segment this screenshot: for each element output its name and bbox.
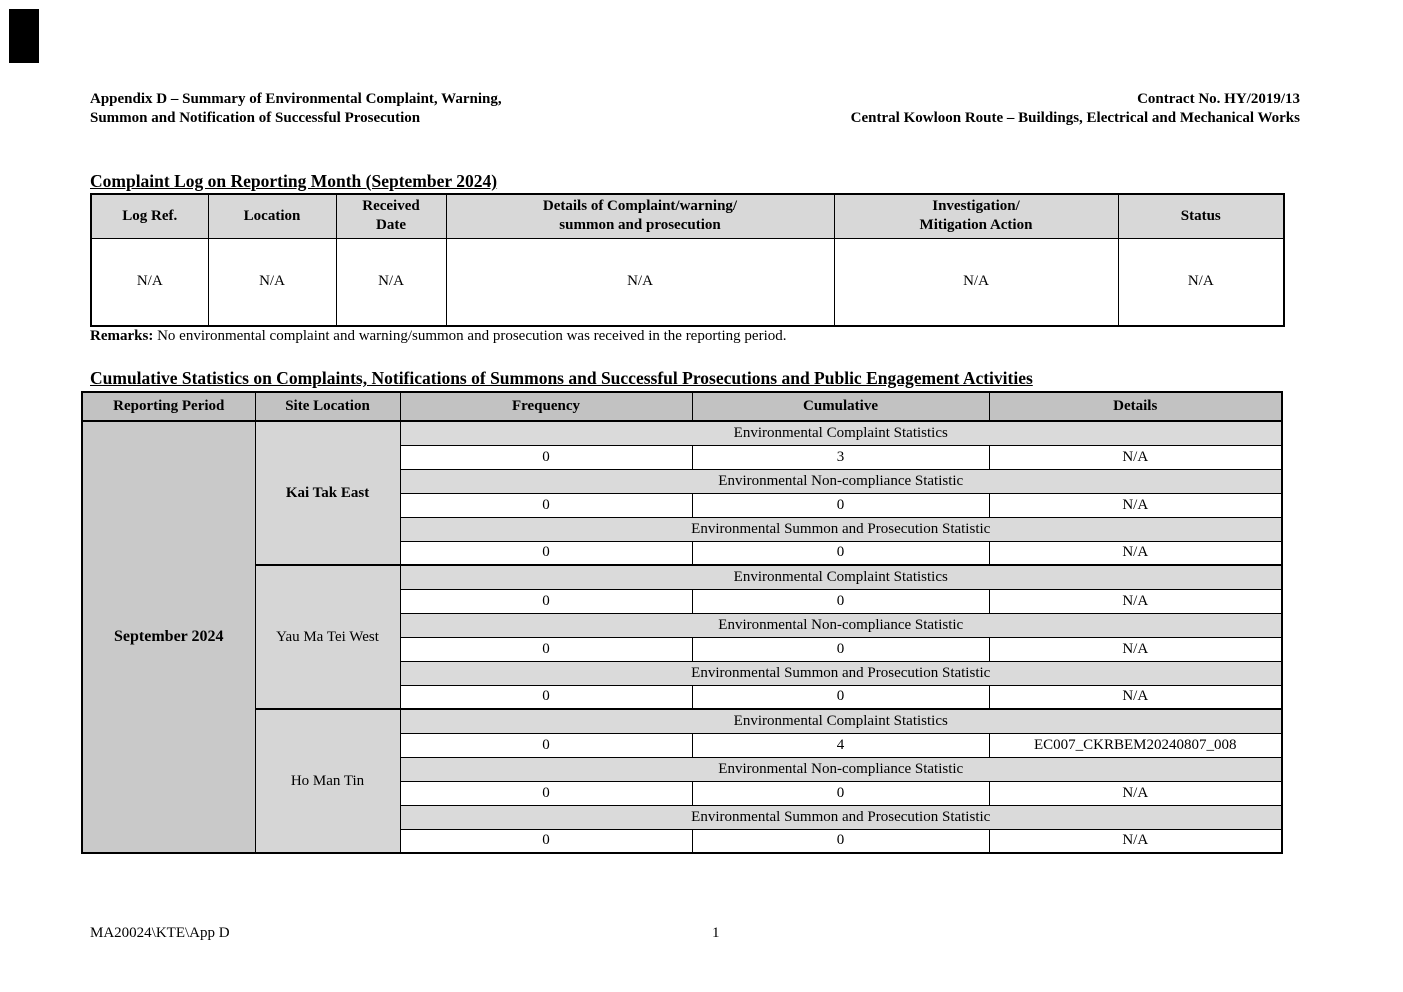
complaint-log-table <box>90 193 1285 327</box>
table-cell: N/A <box>336 238 446 326</box>
page-number: 1 <box>712 925 720 941</box>
table-cell: N/A <box>834 238 1118 326</box>
column-header-investigation: Investigation/ Mitigation Action <box>834 194 1118 238</box>
details-value: N/A <box>989 781 1282 805</box>
details-value: N/A <box>989 589 1282 613</box>
column-header-log-ref: Log Ref. <box>91 194 208 238</box>
scan-artifact-black-box <box>9 9 39 63</box>
section-title-row <box>82 709 1282 733</box>
section-label: Environmental Summon and Prosecution Statistic <box>400 805 1282 829</box>
section-title-row <box>82 565 1282 589</box>
cumulative-value: 0 <box>692 493 989 517</box>
table-cell: N/A <box>208 238 336 326</box>
cumulative-statistics-heading: Cumulative Statistics on Complaints, Notifications of Summons and Successful Prosecutions and Public Engagement Activities <box>90 368 1033 388</box>
cumulative-value: 0 <box>692 637 989 661</box>
details-value: N/A <box>989 685 1282 709</box>
details-value: N/A <box>989 541 1282 565</box>
section-label: Environmental Complaint Statistics <box>400 421 1282 445</box>
frequency-value: 0 <box>400 685 692 709</box>
details-value: N/A <box>989 829 1282 853</box>
frequency-value: 0 <box>400 733 692 757</box>
site-cell-kai-tak-east: Kai Tak East <box>255 421 400 565</box>
header-left-title: Appendix D – Summary of Environmental Complaint, Warning, Summon and Notification of Successful Prosecution <box>90 91 502 126</box>
column-header-details: Details of Complaint/warning/ summon and prosecution <box>446 194 834 238</box>
header-right-contract: Contract No. HY/2019/13 Central Kowloon Route – Buildings, Electrical and Mechanical Works <box>850 91 1300 126</box>
frequency-value: 0 <box>400 445 692 469</box>
details-value: N/A <box>989 637 1282 661</box>
frequency-value: 0 <box>400 781 692 805</box>
table-cell: N/A <box>1118 238 1284 326</box>
cumulative-value: 0 <box>692 829 989 853</box>
frequency-value: 0 <box>400 541 692 565</box>
cumulative-value: 0 <box>692 541 989 565</box>
section-label: Environmental Complaint Statistics <box>400 565 1282 589</box>
table-cell: N/A <box>446 238 834 326</box>
site-cell-ho-man-tin: Ho Man Tin <box>255 709 400 853</box>
cumulative-value: 0 <box>692 781 989 805</box>
section-label: Environmental Non-compliance Statistic <box>400 757 1282 781</box>
details-value: N/A <box>989 493 1282 517</box>
section-label: Environmental Non-compliance Statistic <box>400 469 1282 493</box>
cumulative-value: 4 <box>692 733 989 757</box>
details-value: EC007_CKRBEM20240807_008 <box>989 733 1282 757</box>
column-header-cumulative: Cumulative <box>692 392 989 421</box>
cumulative-value: 3 <box>692 445 989 469</box>
remarks-label: Remarks: <box>90 328 154 344</box>
complaint-table-data-row <box>91 238 1284 326</box>
column-header-received-date: Received Date <box>336 194 446 238</box>
details-value: N/A <box>989 445 1282 469</box>
frequency-value: 0 <box>400 493 692 517</box>
column-header-site-location: Site Location <box>255 392 400 421</box>
remarks-text: No environmental complaint and warning/summon and prosecution was received in the reporting period. <box>153 328 787 344</box>
footer-file-reference: MA20024\KTE\App D <box>90 925 230 941</box>
section-label: Environmental Summon and Prosecution Statistic <box>400 661 1282 685</box>
section-label: Environmental Complaint Statistics <box>400 709 1282 733</box>
cumulative-table-header-row <box>82 392 1282 421</box>
frequency-value: 0 <box>400 589 692 613</box>
column-header-reporting-period: Reporting Period <box>82 392 255 421</box>
cumulative-value: 0 <box>692 685 989 709</box>
frequency-value: 0 <box>400 829 692 853</box>
frequency-value: 0 <box>400 637 692 661</box>
table-cell: N/A <box>91 238 208 326</box>
complaint-log-heading: Complaint Log on Reporting Month (September 2024) <box>90 171 498 191</box>
column-header-location: Location <box>208 194 336 238</box>
cumulative-value: 0 <box>692 589 989 613</box>
column-header-frequency: Frequency <box>400 392 692 421</box>
complaint-table-header-row <box>91 194 1284 238</box>
cumulative-statistics-table <box>81 391 1283 854</box>
column-header-details: Details <box>989 392 1282 421</box>
reporting-period-cell: September 2024 <box>82 421 255 853</box>
document-header <box>90 90 1300 128</box>
section-label: Environmental Summon and Prosecution Statistic <box>400 517 1282 541</box>
section-title-row <box>82 421 1282 445</box>
remarks-line <box>90 328 787 345</box>
column-header-status: Status <box>1118 194 1284 238</box>
section-label: Environmental Non-compliance Statistic <box>400 613 1282 637</box>
site-cell-yau-ma-tei-west: Yau Ma Tei West <box>255 565 400 709</box>
